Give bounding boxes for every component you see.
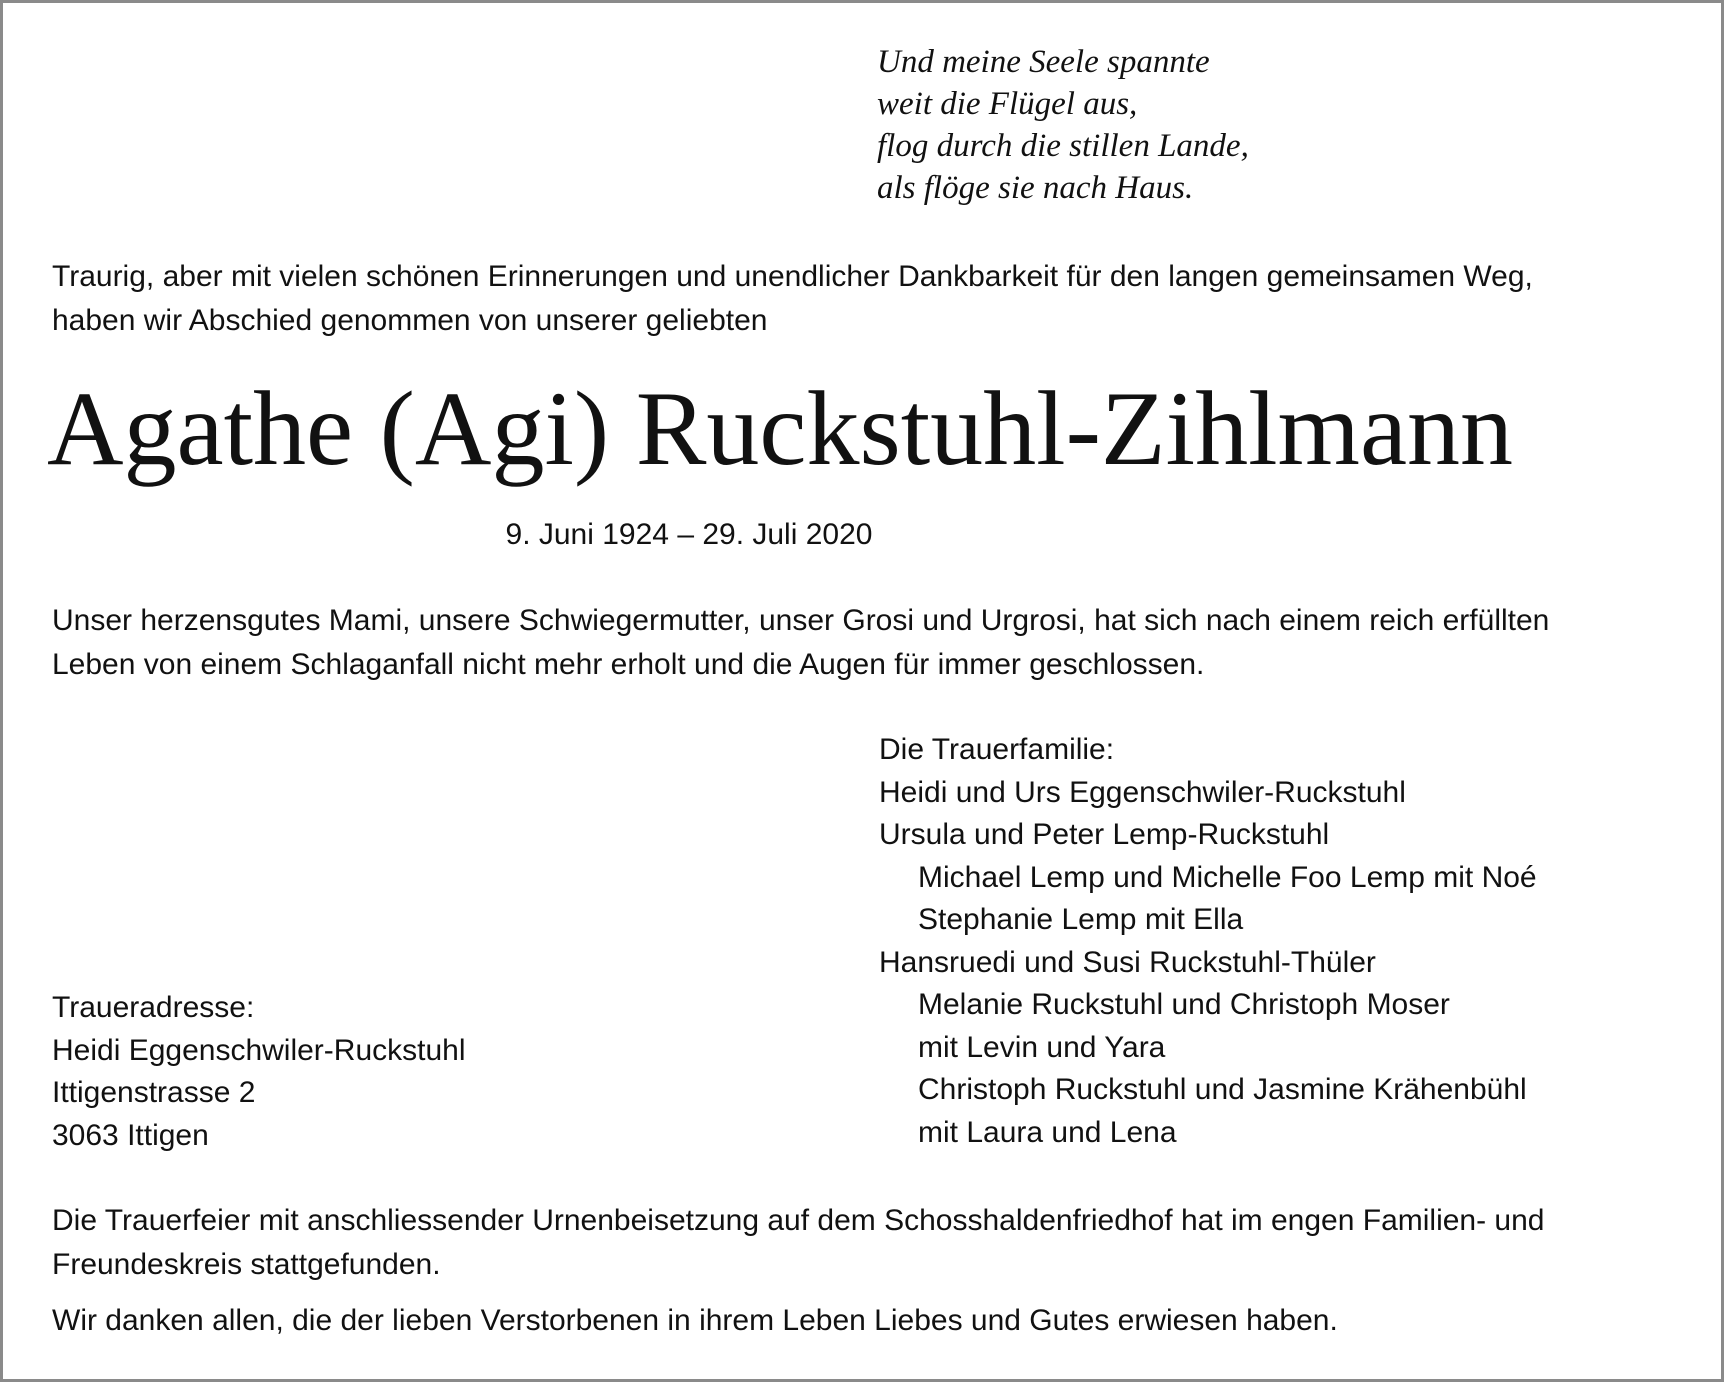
address-street: Ittigenstrasse 2 — [52, 1076, 256, 1109]
intro-line: haben wir Abschied genommen von unserer geliebten — [52, 304, 768, 337]
poem-line: als flöge sie nach Haus. — [877, 170, 1194, 206]
family-member: Heidi und Urs Eggenschwiler-Ruckstuhl — [879, 775, 1406, 809]
family-member: mit Levin und Yara — [918, 1030, 1166, 1064]
life-dates: 9. Juni 1924 – 29. Juli 2020 — [505, 518, 873, 551]
mourning-address — [52, 987, 466, 1157]
poem-line: Und meine Seele spannte — [877, 44, 1210, 80]
family-member: Christoph Ruckstuhl und Jasmine Krähenbühl — [918, 1073, 1527, 1106]
poem-line: weit die Flügel aus, — [877, 86, 1138, 122]
ceremony-text — [52, 1199, 1712, 1287]
address-city: 3063 Ittigen — [52, 1118, 209, 1152]
ceremony-line: Die Trauerfeier mit anschliessender Urnenbeisetzung auf dem Schosshaldenfriedhof hat im engen Familien- und — [52, 1204, 1545, 1237]
description-text — [52, 599, 1692, 687]
family-member: Michael Lemp und Michelle Foo Lemp mit Noé — [918, 860, 1537, 894]
family-member: mit Laura und Lena — [918, 1115, 1177, 1149]
family-member: Ursula und Peter Lemp-Ruckstuhl — [879, 818, 1330, 851]
poem-line: flog durch die stillen Lande, — [877, 128, 1249, 164]
address-name: Heidi Eggenschwiler-Ruckstuhl — [52, 1033, 466, 1067]
family-member: Melanie Ruckstuhl und Christoph Moser — [918, 988, 1450, 1021]
family-heading: Die Trauerfamilie: — [879, 733, 1115, 766]
thanks-text: Wir danken allen, die der lieben Verstorbenen in ihrem Leben Liebes und Gutes erwiesen haben. — [52, 1304, 1338, 1337]
ceremony-line: Freundeskreis stattgefunden. — [52, 1248, 441, 1281]
poem — [877, 41, 1249, 209]
life-dates-container — [3, 515, 1247, 555]
description-line: Unser herzensgutes Mami, unsere Schwiegermutter, unser Grosi und Urgrosi, hat sich nach einem reich erfüllten — [52, 604, 1550, 637]
mourning-family — [879, 729, 1537, 1154]
deceased-name: Agathe (Agi) Ruckstuhl-Zihlmann — [47, 370, 1514, 487]
family-member: Hansruedi und Susi Ruckstuhl-Thüler — [879, 945, 1376, 979]
description-line: Leben von einem Schlaganfall nicht mehr erholt und die Augen für immer geschlossen. — [52, 648, 1205, 681]
intro-text — [52, 255, 1692, 343]
intro-line: Traurig, aber mit vielen schönen Erinnerungen und unendlicher Dankbarkeit für den langen gemeinsamen Weg, — [52, 260, 1533, 293]
address-heading: Traueradresse: — [52, 991, 255, 1024]
family-member: Stephanie Lemp mit Ella — [918, 903, 1244, 936]
